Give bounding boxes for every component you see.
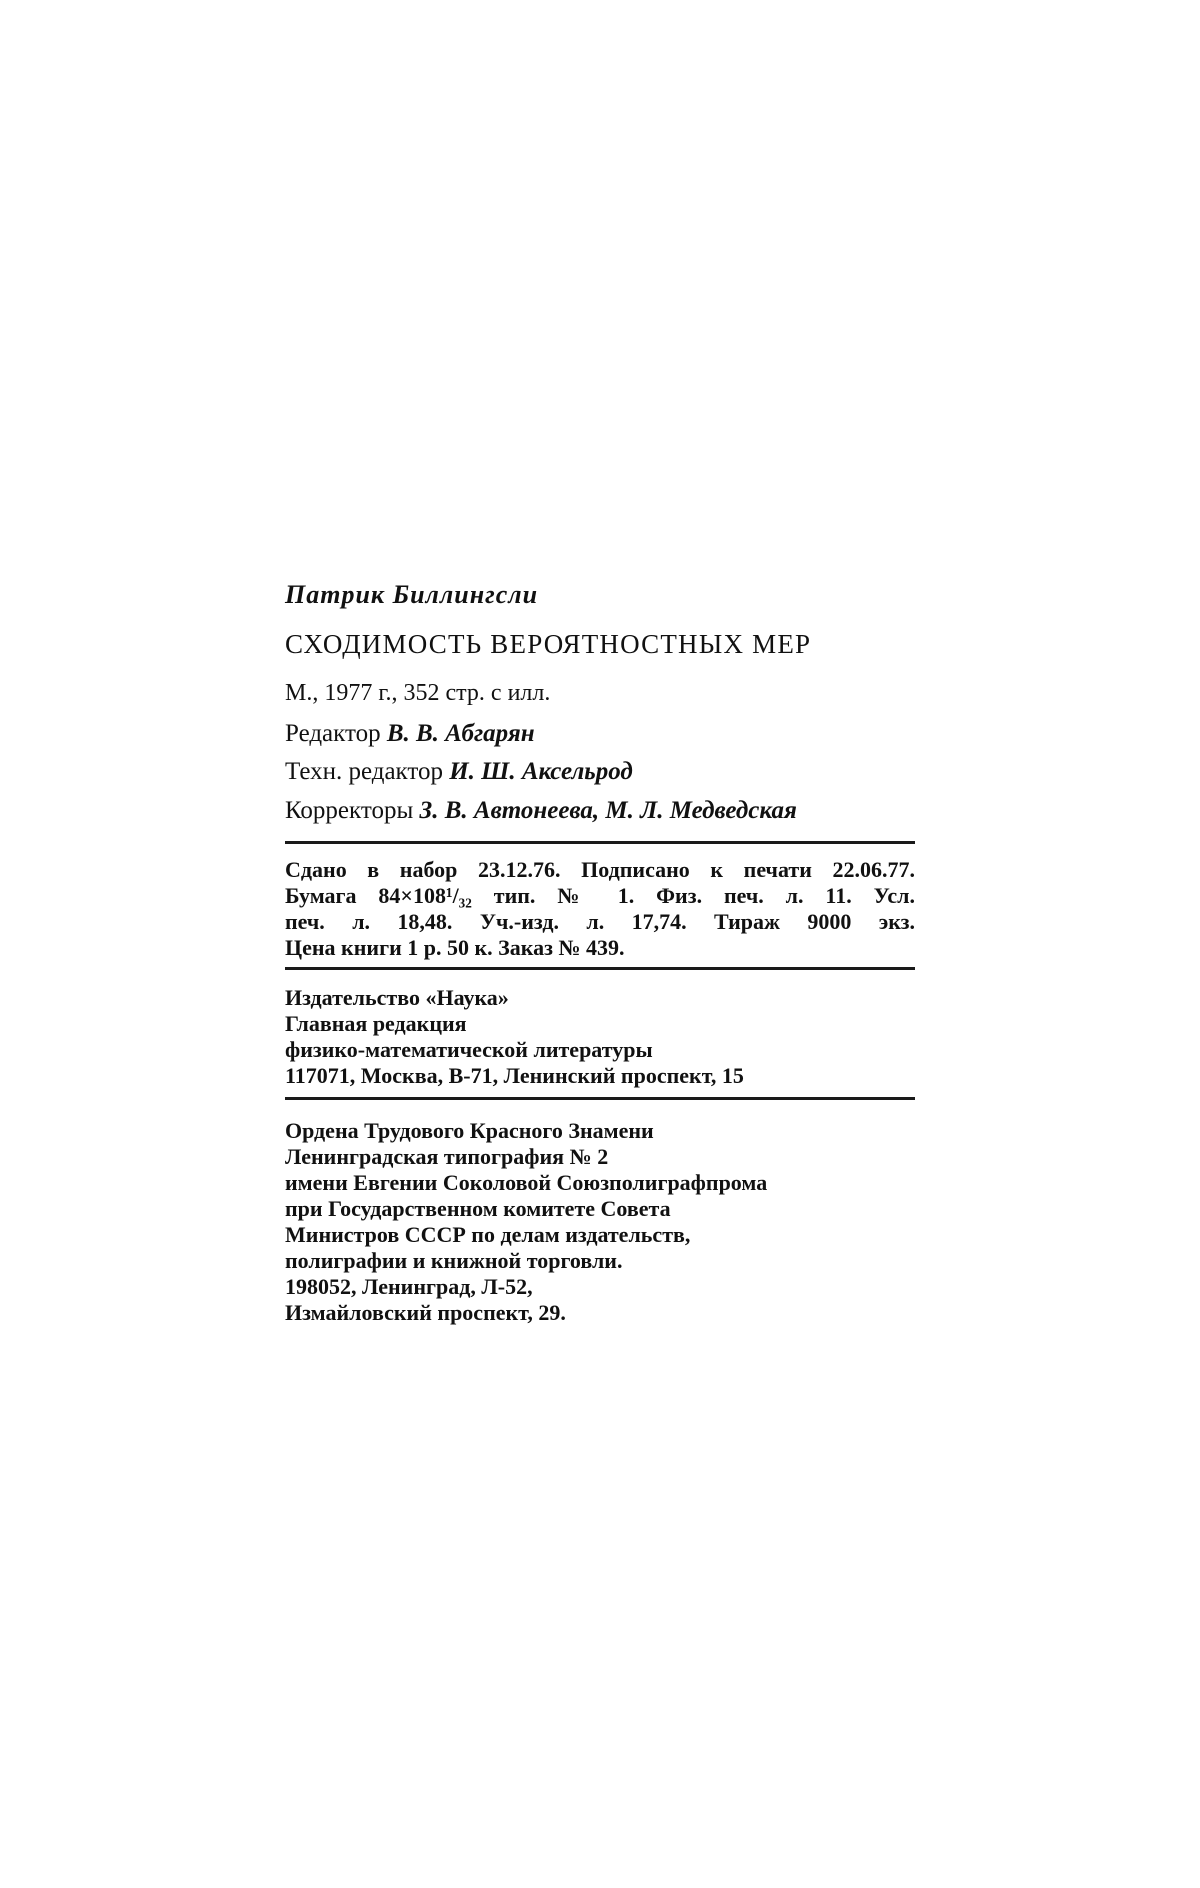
publisher-line: 117071, Москва, В-71, Ленинский проспект, 15 [285,1063,744,1088]
author-name: Патрик Биллингсли [285,580,539,609]
editor-line [285,720,915,748]
tech-editor-line [285,758,915,786]
printer-line: имени Евгении Соколовой Союзполиграфпрома [285,1170,768,1195]
publisher-line: физико-математической литературы [285,1037,653,1062]
printer-line: при Государственном комитете Совета [285,1196,671,1221]
printer-line: Ленинградская типография № 2 [285,1144,609,1169]
imprint-line: М., 1977 г., 352 стр. с илл. [285,680,551,706]
proofreaders-names: З. В. Автонеева, М. Л. Медведская [419,797,797,824]
print-info-line: Сдано в набор 23.12.76. Подписано к печати 22.06.77. [285,857,915,882]
printer-block [285,1118,915,1326]
publisher-line: Главная редакция [285,1011,467,1036]
publisher-block [285,985,915,1089]
editor-name: В. В. Абгарян [386,720,535,747]
print-info-line: печ. л. 18,48. Уч.-изд. л. 17,74. Тираж 9000 экз. [285,909,915,934]
tech-editor-label: Техн. редактор [285,758,443,785]
print-info-line: Бумага 84×108¹/₃₂ тип. № 1. Физ. печ. л. 11. Усл. [285,883,915,908]
tech-editor-name: И. Ш. Аксельрод [449,758,633,785]
print-info-line: Цена книги 1 р. 50 к. Заказ № 439. [285,935,625,960]
printer-line: полиграфии и книжной торговли. [285,1248,623,1273]
printer-line: Ордена Трудового Красного Знамени [285,1118,654,1143]
divider-rule [285,841,915,844]
editor-label: Редактор [285,720,381,747]
print-info-block [285,857,915,961]
printer-line: Министров СССР по делам издательств, [285,1222,691,1247]
printer-line: Измайловский проспект, 29. [285,1300,566,1325]
proofreaders-line [285,797,915,825]
divider-rule [285,967,915,970]
divider-rule [285,1097,915,1100]
book-title: СХОДИМОСТЬ ВЕРОЯТНОСТНЫХ МЕР [285,629,812,659]
publisher-line: Издательство «Наука» [285,985,509,1010]
printer-line: 198052, Ленинград, Л-52, [285,1274,533,1299]
proofreaders-label: Корректоры [285,797,414,824]
